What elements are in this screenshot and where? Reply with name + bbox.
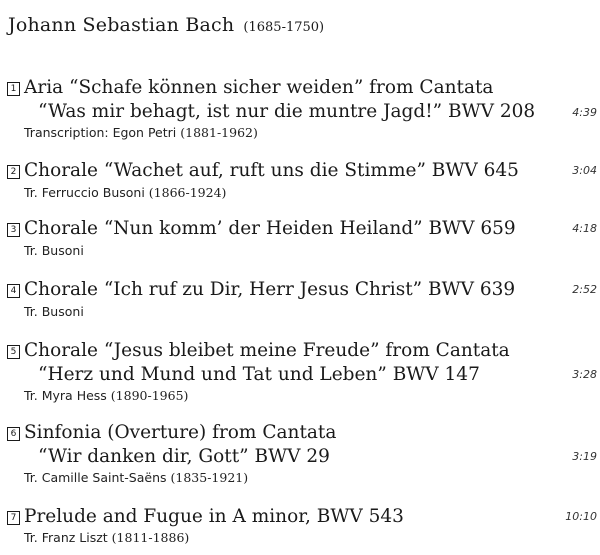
track-duration: 10:10 — [565, 510, 597, 523]
track-credit — [24, 125, 258, 141]
track-duration: 3:19 — [572, 450, 597, 463]
track-title-line2: “Herz und Mund und Tat und Leben” BWV 147 — [38, 364, 480, 385]
track-credit — [24, 243, 84, 259]
arranger-dates: (1866-1924) — [148, 185, 227, 200]
track-1 — [0, 76, 600, 146]
track-duration: 3:04 — [572, 164, 597, 177]
arranger-dates: (1835-1921) — [170, 470, 249, 485]
track-title-line1: Chorale “Jesus bleibet meine Freude” from Cantata — [24, 340, 510, 361]
arranger-dates: (1890-1965) — [110, 388, 189, 403]
arranger-dates: (1881-1962) — [180, 125, 258, 140]
track-credit — [24, 470, 248, 486]
track-title-line1: Sinfonia (Overture) from Cantata — [24, 422, 337, 443]
arranger: Tr. Busoni — [24, 304, 84, 319]
track-title-line1: Prelude and Fugue in A minor, BWV 543 — [24, 506, 404, 527]
track-3 — [0, 217, 600, 263]
composer-dates: (1685-1750) — [243, 20, 325, 35]
track-duration: 4:39 — [572, 106, 597, 119]
track-5 — [0, 339, 600, 409]
track-number: 6 — [7, 427, 20, 441]
track-credit — [24, 304, 84, 320]
track-credit — [24, 388, 188, 404]
track-title-line1: Chorale “Ich ruf zu Dir, Herr Jesus Christ” BWV 639 — [24, 279, 516, 300]
track-number: 3 — [7, 223, 20, 237]
track-title-line1: Chorale “Nun komm’ der Heiden Heiland” BWV 659 — [24, 218, 516, 239]
track-title-line2: “Was mir behagt, ist nur die muntre Jagd!” BWV 208 — [38, 101, 536, 122]
track-title-line1: Aria “Schafe können sicher weiden” from Cantata — [24, 77, 494, 98]
track-2 — [0, 159, 600, 205]
track-number: 7 — [7, 511, 20, 525]
arranger: Tr. Franz Liszt — [24, 530, 108, 545]
arranger: Transcription: Egon Petri — [24, 125, 177, 140]
track-number: 5 — [7, 345, 20, 359]
track-number: 4 — [7, 284, 20, 298]
track-4 — [0, 278, 600, 324]
track-title-line1: Chorale “Wachet auf, ruft uns die Stimme” BWV 645 — [24, 160, 519, 181]
track-duration: 4:18 — [572, 222, 597, 235]
track-number: 2 — [7, 165, 20, 179]
header — [8, 14, 324, 36]
arranger: Tr. Myra Hess — [24, 388, 107, 403]
track-7 — [0, 505, 600, 551]
track-6 — [0, 421, 600, 491]
track-credit — [24, 530, 189, 546]
track-credit — [24, 185, 226, 201]
track-title-line2: “Wir danken dir, Gott” BWV 29 — [38, 446, 330, 467]
arranger: Tr. Busoni — [24, 243, 84, 258]
track-number: 1 — [7, 82, 20, 96]
arranger: Tr. Camille Saint-Saëns — [24, 470, 167, 485]
track-duration: 2:52 — [572, 283, 597, 296]
composer-name: Johann Sebastian Bach — [8, 14, 235, 36]
track-duration: 3:28 — [572, 368, 597, 381]
arranger-dates: (1811-1886) — [111, 530, 190, 545]
arranger: Tr. Ferruccio Busoni — [24, 185, 145, 200]
